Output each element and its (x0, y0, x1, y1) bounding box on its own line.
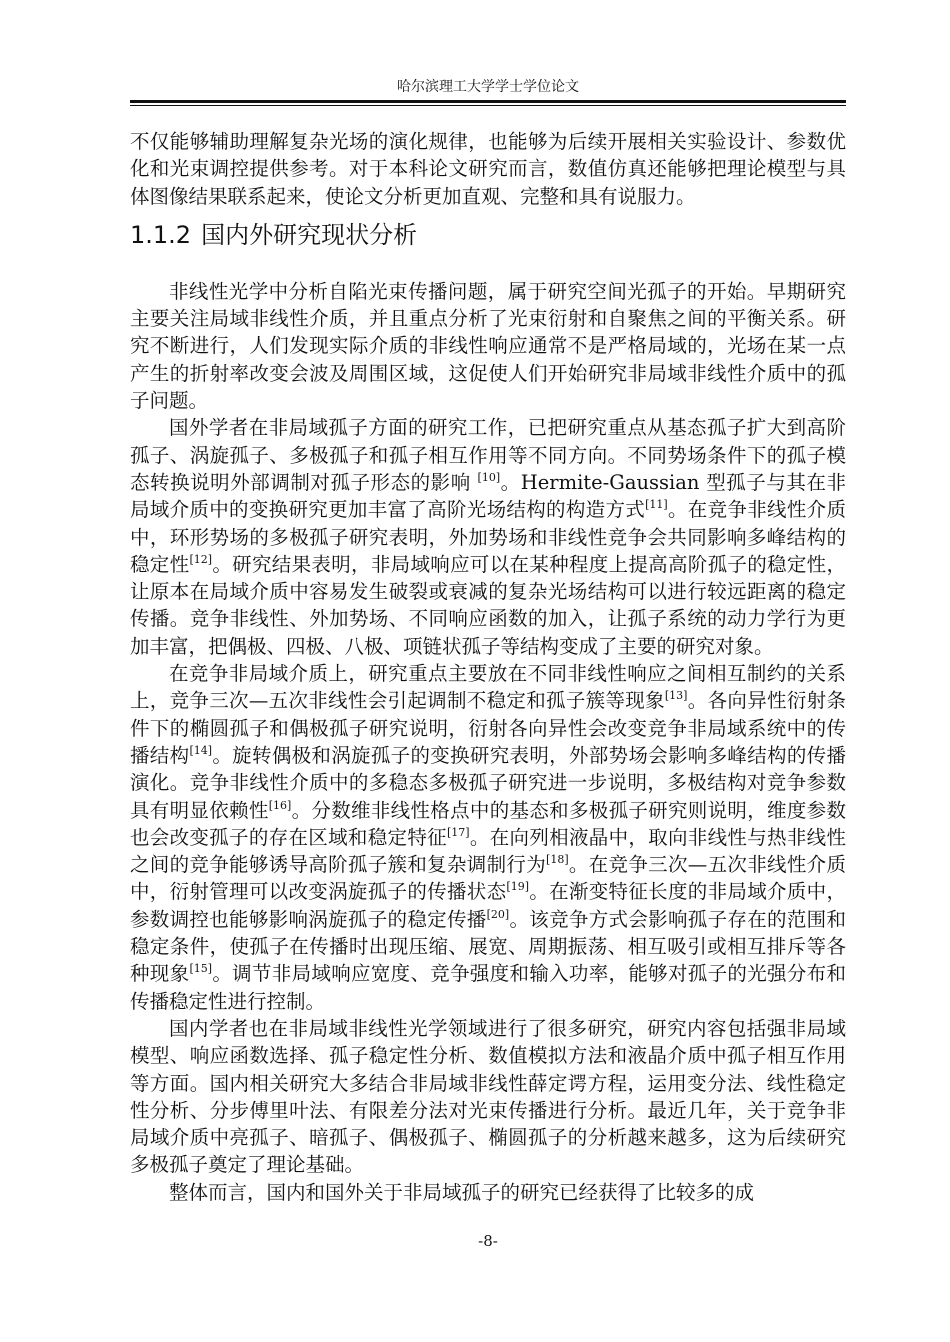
page-header: 哈尔滨理工大学学士学位论文 (397, 79, 579, 95)
paragraph-continuation: 不仅能够辅助理解复杂光场的演化规律，也能够为后续开展相关实验设计、参数优化和光束调控提供参考。对于本科论文研究而言，数值仿真还能够把理论模型与具体图像结果联系起来，使论文分析更加直观、完整和具有说服力。 (130, 130, 846, 208)
citation-19: [19] (506, 880, 529, 894)
paragraph-domestic-research: 国内学者也在非局域非线性光学领域进行了很多研究，研究内容包括强非局域模型、响应函数选择、孤子稳定性分析、数值模拟方法和液晶介质中孤子相互作用等方面。国内相关研究大多结合非局域非线性薛定谔方程，运用变分法、线性稳定性分析、分步傅里叶法、有限差分法对光束传播进行分析。最近几年，关于竞争非局域介质中亮孤子、暗孤子、偶极孤子、椭圆孤子的分析越来越多，这为后续研究多极孤子奠定了理论基础。 (130, 1016, 846, 1177)
section-number: 1.1.2 (130, 220, 192, 249)
citation-18: [18] (546, 853, 569, 867)
citation-14: [14] (189, 743, 213, 757)
citation-17: [17] (446, 825, 470, 839)
header-rule-thin (130, 105, 846, 106)
citation-16: [16] (268, 798, 292, 812)
page-number: -8- (478, 1232, 498, 1250)
section-title: 国内外研究现状分析 (201, 220, 418, 249)
paragraph-foreign-research: 国外学者在非局域孤子方面的研究工作，已把研究重点从基态孤子扩大到高阶孤子、涡旋孤子、多极孤子和孤子相互作用等不同方向。不同势场条件下的孤子模态转换说明外部调制对孤子形态的影响 [10]。Hermite-Gaussian 型孤子与其在非局域介质中的变换研究更加丰富了高阶光场结构的构造方式[11]。在竞争非线性介质中，环形势场的多极孤子研究表明，外加势场和非线性竞争会共同影响多峰结构的稳定性[12]。研究结果表明，非局域响应可以在某种程度上提高高阶孤子的稳定性，让原本在局域介质中容易发生破裂或衰减的复杂光场结构可以进行较远距离的稳定传播。竞争非线性、外加势场、不同响应函数的加入，让孤子系统的动力学行为更加丰富，把偶极、四极、八极、项链状孤子等结构变成了主要的研究对象。 (130, 416, 846, 658)
citation-10: [10] (477, 470, 501, 484)
section-heading (130, 218, 846, 252)
citation-13: [13] (664, 689, 688, 703)
header-rule-thick (130, 100, 846, 103)
paragraph-history: 非线性光学中分析自陷光束传播问题，属于研究空间光孤子的开始。早期研究主要关注局域非线性介质，并且重点分析了光束衍射和自聚焦之间的平衡关系。研究不断进行，人们发现实际介质的非线性响应通常不是严格局域的，光场在某一点产生的折射率改变会波及周围区域，这促使人们开始研究非局域非线性介质中的孤子问题。 (130, 279, 846, 413)
citation-20: [20] (486, 907, 510, 921)
citation-11: [11] (645, 498, 668, 512)
document-body (130, 128, 846, 1206)
paragraph-competing-nonlocal: 在竞争非局域介质上，研究重点主要放在不同非线性响应之间相互制约的关系上，竞争三次—五次非线性会引起调制不稳定和孤子簇等现象[13]。各向异性衍射条件下的椭圆孤子和偶极孤子研究说明，衍射各向异性会改变竞争非局域系统中的传播结构[14]。旋转偶极和涡旋孤子的变换研究表明，外部势场会影响多峰结构的传播演化。竞争非线性介质中的多稳态多极孤子研究进一步说明，多极结构对竞争参数具有明显依赖性[16]。分数维非线性格点中的基态和多极孤子研究则说明，维度参数也会改变孤子的存在区域和稳定特征[17]。在向列相液晶中，取向非线性与热非线性之间的竞争能够诱导高阶孤子簇和复杂调制行为[18]。在竞争三次—五次非线性介质中，衍射管理可以改变涡旋孤子的传播状态[19]。在渐变特征长度的非局域介质中，参数调控也能够影响涡旋孤子的稳定传播[20]。该竞争方式会影响孤子存在的范围和稳定条件，使孤子在传播时出现压缩、展宽、周期振荡、相互吸引或相互排斥等各种现象[15]。调节非局域响应宽度、竞争强度和输入功率，能够对孤子的光强分布和传播稳定性进行控制。 (130, 662, 846, 1013)
citation-15: [15] (189, 962, 213, 976)
paragraph-summary: 整体而言，国内和国外关于非局域孤子的研究已经获得了比较多的成 (169, 1180, 755, 1204)
citation-12: [12] (189, 552, 213, 566)
